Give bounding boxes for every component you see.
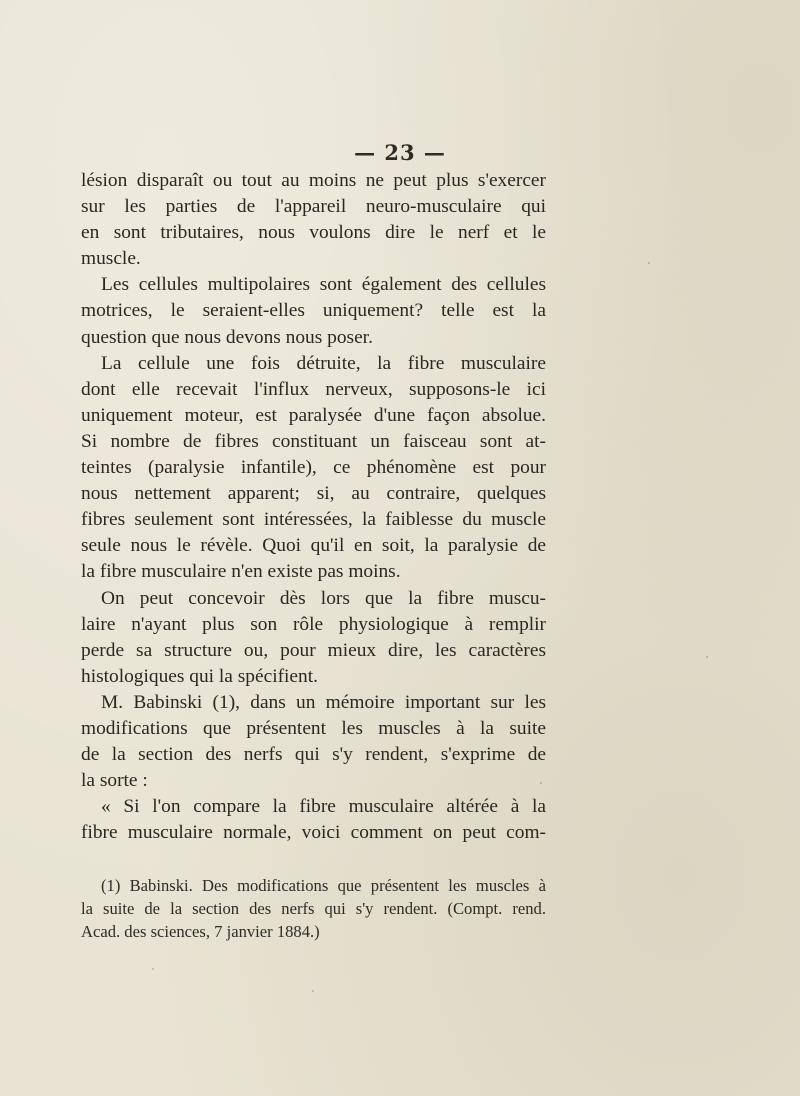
text-line: seule nous le révèle. Quoi qu'il en soit, la paralysie de <box>81 535 546 557</box>
text-line: question que nous devons nous poser. <box>81 326 373 348</box>
text-line: la fibre musculaire n'en existe pas moins. <box>81 561 401 583</box>
paper-speck <box>706 656 708 658</box>
text-line: la sorte : <box>81 770 148 792</box>
text-line: Les cellules multipolaires sont également des cellules <box>101 274 546 296</box>
footnote-line: la suite de la section des nerfs qui s'y rendent. (Compt. rend. <box>81 899 546 918</box>
body-text <box>81 168 546 846</box>
text-line: en sont tributaires, nous voulons dire le nerf et le <box>81 222 546 244</box>
text-line: histologiques qui la spécifient. <box>81 665 318 687</box>
text-line: uniquement moteur, est paralysée d'une façon absolue. <box>81 404 546 426</box>
text-line: motrices, le seraient-elles uniquement? telle est la <box>81 300 546 322</box>
text-line: muscle. <box>81 248 141 270</box>
footnote-line: Acad. des sciences, 7 janvier 1884.) <box>81 922 320 941</box>
text-line: fibre musculaire normale, voici comment on peut com- <box>81 822 546 844</box>
text-line: sur les parties de l'appareil neuro-musculaire qui <box>81 196 546 218</box>
text-line: On peut concevoir dès lors que la fibre muscu- <box>101 587 546 609</box>
text-line: dont elle recevait l'influx nerveux, supposons-le ici <box>81 378 546 400</box>
text-line: M. Babinski (1), dans un mémoire important sur les <box>101 691 546 713</box>
text-line: laire n'ayant plus son rôle physiologique à remplir <box>81 613 546 635</box>
text-line: « Si l'on compare la fibre musculaire altérée à la <box>101 796 546 818</box>
text-line: Si nombre de fibres constituant un faisceau sont at- <box>81 430 546 452</box>
text-line: modifications que présentent les muscles à la suite <box>81 717 546 739</box>
text-line: fibres seulement sont intéressées, la faiblesse du muscle <box>81 509 546 531</box>
page-number: — 23 — <box>354 140 446 165</box>
text-line: de la section des nerfs qui s'y rendent, s'exprime de <box>81 744 546 766</box>
paper-speck <box>312 990 314 992</box>
footnote-line: (1) Babinski. Des modifications que présentent les muscles à <box>101 876 546 895</box>
text-line: La cellule une fois détruite, la fibre musculaire <box>101 352 546 374</box>
paper-speck <box>648 262 650 264</box>
text-line: nous nettement apparent; si, au contraire, quelques <box>81 483 546 505</box>
paper-speck <box>152 968 154 970</box>
text-line: teintes (paralysie infantile), ce phénomène est pour <box>81 457 546 479</box>
text-line: perde sa structure ou, pour mieux dire, les caractères <box>81 639 546 661</box>
footnote <box>81 874 546 943</box>
text-line: lésion disparaît ou tout au moins ne peut plus s'exercer <box>81 170 546 191</box>
